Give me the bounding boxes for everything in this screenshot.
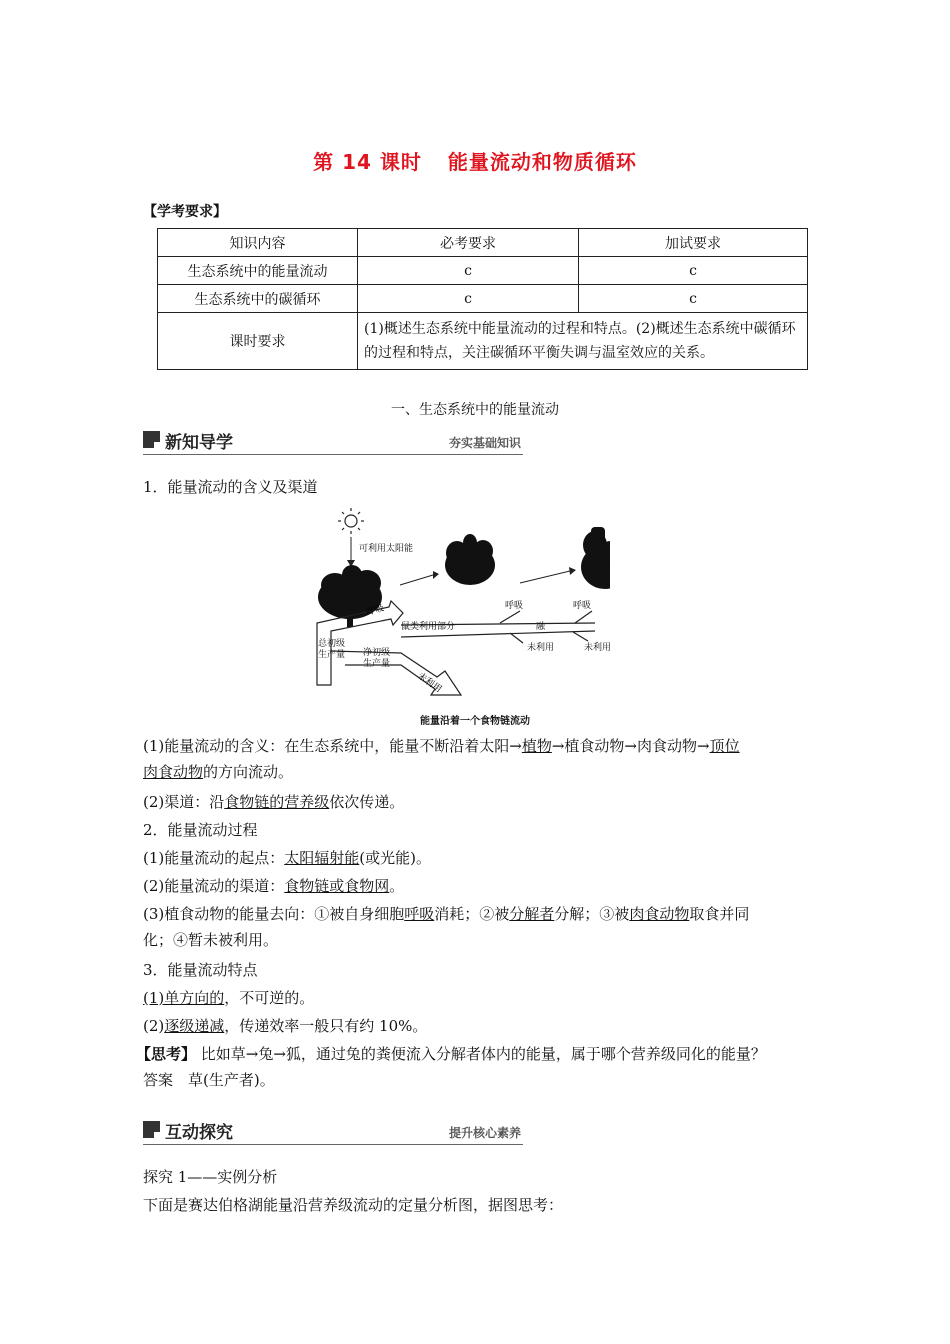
section-heading: 一、生态系统中的能量流动 [391, 402, 559, 418]
item-heading: 3．能量流动特点 [143, 961, 258, 979]
table-cell: c [579, 257, 808, 285]
table-row [158, 313, 808, 370]
band-subtitle: 提升核心素养 [448, 1126, 521, 1140]
table-row [158, 285, 808, 313]
text: ，不可逆的。 [224, 989, 315, 1007]
paragraph-channel [143, 789, 833, 815]
think-question [136, 1041, 836, 1067]
answer-blank: 肉食动物 [143, 763, 204, 781]
breath-label-1: 呼吸 [365, 603, 386, 618]
answer-blank: 逐级递减 [164, 1017, 225, 1035]
rodent-part-label: 鼠类利用部分 [401, 622, 456, 632]
plant-1 [318, 565, 382, 627]
answer-blank: 肉食动物 [629, 905, 690, 923]
text: ，传递效率一般只有约 10%。 [224, 1017, 428, 1035]
sun-energy-label: 可利用太阳能 [359, 544, 414, 554]
text: (2) [143, 1017, 165, 1035]
text: 取食并同 [689, 905, 750, 923]
requirements-table [157, 228, 808, 370]
square-icon [143, 431, 160, 448]
table-header-row [158, 229, 808, 257]
text: (1)能量流动的起点： [143, 849, 285, 867]
table-cell: c [358, 285, 579, 313]
table-cell: c [579, 285, 808, 313]
band-title: 新知导学 [165, 433, 233, 453]
paragraph-one-way [143, 985, 833, 1011]
text: 消耗；②被 [434, 905, 510, 923]
paragraph-herbivore-energy [143, 901, 833, 953]
answer-blank: 分解者 [509, 905, 555, 923]
unused-label-1: 未利用 [527, 643, 555, 653]
answer-line [143, 1067, 833, 1093]
band-subtitle: 夯实基础知识 [448, 436, 521, 450]
page-title [0, 146, 950, 175]
item-heading: 2．能量流动过程 [143, 821, 258, 839]
energy-flow-figure [305, 505, 610, 705]
lesson-requirement-text: (1)概述生态系统中能量流动的过程和特点。(2)概述生态系统中碳循环的过程和特点，关注碳循环平衡失调与温室效应的关系。 [358, 313, 808, 370]
table-cell: 生态系统中的能量流动 [158, 257, 358, 285]
lesson-number: 第 14 课时 [313, 150, 422, 174]
text: 分解；③被 [554, 905, 630, 923]
table-cell: c [358, 257, 579, 285]
text: 依次传递。 [329, 793, 405, 811]
npp-line-1: 净初级 [363, 648, 391, 658]
breath-label-2: 呼吸 [505, 601, 524, 611]
text: (2)渠道：沿 [143, 793, 225, 811]
flow-arrow-2 [520, 571, 570, 583]
breath-label-3: 呼吸 [573, 601, 592, 611]
text: (2)能量流动的渠道： [143, 877, 285, 895]
figure-caption: 能量沿着一个食物链流动 [420, 716, 530, 727]
text: →植食动物→肉食动物→ [551, 737, 710, 755]
answer-blank: 食物链的营养级 [224, 793, 330, 811]
header-cell: 必考要求 [358, 229, 579, 257]
requirements-label: 【学考要求】 [143, 204, 227, 220]
unused-big-label: 未利用 [415, 671, 444, 695]
flow-arrow-1 [400, 575, 433, 585]
npp-label [363, 648, 390, 670]
unused-label-2: 未利用 [584, 643, 612, 653]
lesson-topic: 能量流动和物质循环 [447, 150, 637, 174]
lesson-requirement-label: 课时要求 [158, 313, 358, 370]
square-icon [143, 1121, 160, 1138]
band-title: 互动探究 [165, 1123, 233, 1143]
plant-2 [445, 534, 495, 585]
answer-label: 答案 [143, 1071, 174, 1089]
paragraph-flow-channel [143, 873, 833, 899]
explore-text: 下面是赛达伯格湖能量沿营养级流动的定量分析图，据图思考： [143, 1196, 564, 1214]
think-label: 【思考】 [136, 1045, 197, 1063]
section-band-explore [143, 1118, 523, 1145]
answer-text: 草(生产者)。 [188, 1071, 275, 1089]
gpp-label [318, 639, 345, 661]
npp-line-2: 生产量 [363, 659, 391, 669]
text: (3)植食动物的能量去向：①被自身细胞 [143, 905, 405, 923]
text: 的方向流动。 [203, 763, 294, 781]
plant-3 [581, 527, 610, 589]
paragraph-start-point [143, 845, 833, 871]
answer-blank: (1)单方向的 [143, 989, 225, 1007]
header-cell: 加试要求 [579, 229, 808, 257]
paragraph-energy-meaning [143, 733, 833, 785]
decomposer-label: 融 [536, 622, 546, 632]
answer-blank: 太阳辐射能 [284, 849, 360, 867]
gpp-line-1: 总初级 [318, 639, 346, 649]
paragraph-decreasing [143, 1013, 833, 1039]
answer-blank: 植物 [521, 737, 552, 755]
table-cell: 生态系统中的碳循环 [158, 285, 358, 313]
text: 。 [389, 877, 405, 895]
section-band-new-knowledge [143, 428, 523, 455]
text: (或光能)。 [359, 849, 431, 867]
think-text: 比如草→兔→狐，通过兔的粪便流入分解者体内的能量，属于哪个营养级同化的能量？ [200, 1045, 766, 1063]
text: (1)能量流动的含义：在生态系统中，能量不断沿着太阳→ [143, 737, 522, 755]
text: 化；④暂未被利用。 [143, 931, 279, 949]
answer-blank: 顶位 [709, 737, 740, 755]
table-row [158, 257, 808, 285]
explore-title: 探究 1——实例分析 [143, 1168, 278, 1186]
answer-blank: 呼吸 [404, 905, 435, 923]
sun-icon [338, 508, 364, 534]
answer-blank: 食物链或食物网 [284, 877, 390, 895]
item-heading: 1．能量流动的含义及渠道 [143, 478, 318, 496]
header-cell: 知识内容 [158, 229, 358, 257]
gpp-line-2: 生产量 [318, 650, 346, 660]
